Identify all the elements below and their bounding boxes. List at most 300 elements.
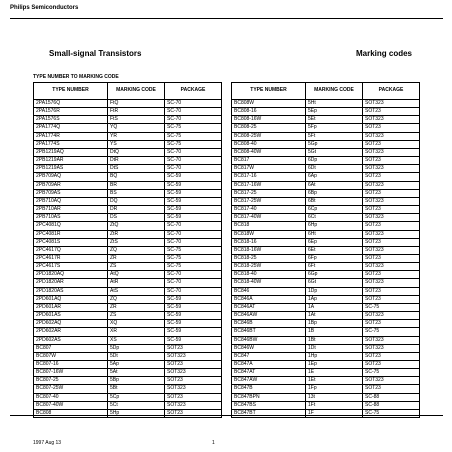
marking-code-cell: 6Dp: [306, 157, 363, 165]
marking-code-cell: ZtQ: [108, 222, 165, 230]
type-number-cell: 2PD1820AS: [34, 287, 108, 295]
marking-code-cell: 1Dt: [306, 344, 363, 352]
marking-code-cell: FtQ: [108, 100, 165, 108]
type-number-cell: 2PA1576R: [34, 108, 108, 116]
package-cell: SC-70: [165, 148, 222, 156]
marking-code-cell: AtS: [108, 287, 165, 295]
marking-code-cell: 6Fp: [306, 254, 363, 262]
table-row: [232, 165, 420, 173]
type-number-cell: BC807: [34, 344, 108, 352]
table-row: [34, 409, 222, 417]
type-number-cell: 2PB710AS: [34, 214, 108, 222]
type-number-cell: 2PA1576S: [34, 116, 108, 124]
table-row: [232, 181, 420, 189]
package-cell: SC-75: [363, 328, 420, 336]
package-cell: SOT323: [363, 279, 420, 287]
type-number-cell: BC847B: [232, 385, 306, 393]
marking-code-cell: DtS: [108, 165, 165, 173]
table-row: [232, 246, 420, 254]
table-row: [34, 377, 222, 385]
type-number-cell: BC847AT: [232, 369, 306, 377]
table-row: [232, 385, 420, 393]
type-number-cell: BC807-16W: [34, 369, 108, 377]
table-row: [34, 401, 222, 409]
marking-code-cell: DtR: [108, 157, 165, 165]
table-row: [34, 165, 222, 173]
type-number-cell: 2PC4617R: [34, 254, 108, 262]
table-row: [34, 222, 222, 230]
package-cell: SOT323: [363, 336, 420, 344]
type-number-cell: BC818-40: [232, 271, 306, 279]
type-number-cell: 2PB709AQ: [34, 173, 108, 181]
package-cell: SOT23: [165, 393, 222, 401]
type-number-cell: BC818-16W: [232, 246, 306, 254]
type-number-cell: BC817-40W: [232, 214, 306, 222]
column-header-marking-code: MARKING CODE: [306, 83, 363, 100]
table-row: [34, 132, 222, 140]
marking-code-cell: 5Cp: [108, 393, 165, 401]
package-cell: SOT23: [363, 385, 420, 393]
type-number-cell: BC846A: [232, 295, 306, 303]
package-cell: SC-59: [165, 173, 222, 181]
marking-code-cell: 5Hp: [108, 409, 165, 417]
table-row: [34, 108, 222, 116]
table-title: TYPE NUMBER TO MARKING CODE: [33, 74, 119, 80]
marking-code-cell: 1A: [306, 303, 363, 311]
table-row: [34, 320, 222, 328]
package-cell: SOT23: [363, 287, 420, 295]
marking-code-cell: 6Ap: [306, 173, 363, 181]
type-number-cell: BC847: [232, 352, 306, 360]
table-row: [232, 206, 420, 214]
marking-code-cell: YQ: [108, 124, 165, 132]
package-cell: SOT23: [165, 409, 222, 417]
marking-code-cell: 1Et: [306, 377, 363, 385]
package-cell: SC-70: [165, 116, 222, 124]
marking-code-cell: 5Ft: [306, 132, 363, 140]
page-number: 1: [212, 440, 215, 446]
type-number-cell: 2PC4081R: [34, 230, 108, 238]
package-cell: SOT23: [165, 361, 222, 369]
package-cell: SOT323: [165, 369, 222, 377]
marking-code-cell: 5Fp: [306, 124, 363, 132]
package-cell: SOT323: [363, 377, 420, 385]
type-number-cell: 2PC4081Q: [34, 222, 108, 230]
column-header-package: PACKAGE: [363, 83, 420, 100]
package-cell: SOT23: [363, 140, 420, 148]
table-row: [34, 328, 222, 336]
type-number-cell: BC807-16: [34, 361, 108, 369]
type-number-cell: BC817-16: [232, 173, 306, 181]
marking-code-cell: 1Ep: [306, 361, 363, 369]
type-number-cell: BC807-40: [34, 393, 108, 401]
type-number-cell: BC847BT: [232, 409, 306, 417]
marking-code-cell: DR: [108, 206, 165, 214]
table-row: [232, 100, 420, 108]
package-cell: SOT323: [165, 352, 222, 360]
package-cell: SC-70: [165, 165, 222, 173]
package-cell: SOT323: [363, 116, 420, 124]
type-number-cell: BC818: [232, 222, 306, 230]
type-number-cell: BC846BT: [232, 328, 306, 336]
package-cell: SC-75: [363, 409, 420, 417]
marking-code-cell: BR: [108, 181, 165, 189]
marking-code-table-left: [33, 82, 222, 418]
table-row: [232, 124, 420, 132]
marking-code-cell: 5Et: [306, 116, 363, 124]
type-number-cell: BC846B: [232, 320, 306, 328]
marking-code-cell: 1Bp: [306, 320, 363, 328]
marking-code-cell: AtR: [108, 279, 165, 287]
package-cell: SOT23: [363, 271, 420, 279]
package-cell: SOT23: [363, 361, 420, 369]
package-cell: SOT23: [363, 352, 420, 360]
marking-code-cell: 6Hp: [306, 222, 363, 230]
marking-code-cell: 6Et: [306, 246, 363, 254]
marking-code-cell: ZS: [108, 312, 165, 320]
package-cell: SOT323: [363, 132, 420, 140]
package-cell: SC-59: [165, 320, 222, 328]
table-row: [34, 271, 222, 279]
package-cell: SOT323: [363, 344, 420, 352]
company-name: Philips Semiconductors: [10, 5, 79, 11]
marking-code-cell: 5Gt: [306, 148, 363, 156]
footer-rule: [10, 415, 443, 416]
type-number-cell: BC846BW: [232, 336, 306, 344]
type-number-cell: 2PB1219AQ: [34, 148, 108, 156]
type-number-cell: BC847AW: [232, 377, 306, 385]
table-row: [34, 173, 222, 181]
table-row: [232, 197, 420, 205]
table-row: [232, 377, 420, 385]
type-number-cell: BC818W: [232, 230, 306, 238]
table-row: [34, 100, 222, 108]
marking-code-cell: FtS: [108, 116, 165, 124]
type-number-cell: 2PD601AR: [34, 303, 108, 311]
marking-code-cell: YS: [108, 140, 165, 148]
type-number-cell: BC807W: [34, 352, 108, 360]
table-row: [232, 320, 420, 328]
table-row: [34, 140, 222, 148]
table-row: [34, 157, 222, 165]
table-row: [34, 230, 222, 238]
package-cell: SOT23: [363, 238, 420, 246]
marking-code-cell: XR: [108, 328, 165, 336]
table-row: [232, 140, 420, 148]
marking-code-cell: ZR: [108, 303, 165, 311]
marking-code-cell: 1Ft: [306, 401, 363, 409]
package-cell: SC-59: [165, 206, 222, 214]
package-cell: SC-59: [165, 312, 222, 320]
marking-code-cell: 5Bp: [108, 377, 165, 385]
column-header-type-number: TYPE NUMBER: [232, 83, 306, 100]
marking-code-cell: 1At: [306, 312, 363, 320]
package-cell: SC-59: [165, 181, 222, 189]
table-row: [34, 336, 222, 344]
table-row: [34, 361, 222, 369]
table-row: [232, 295, 420, 303]
marking-code-cell: 6Bp: [306, 189, 363, 197]
marking-code-cell: 6Dt: [306, 165, 363, 173]
package-cell: SOT23: [363, 189, 420, 197]
marking-code-cell: DtQ: [108, 148, 165, 156]
package-cell: SC-59: [165, 336, 222, 344]
package-cell: SOT23: [165, 377, 222, 385]
table-row: [232, 271, 420, 279]
table-row: [34, 287, 222, 295]
package-cell: SOT323: [363, 197, 420, 205]
type-number-cell: 2PD602AS: [34, 336, 108, 344]
table-row: [232, 254, 420, 262]
type-number-cell: 2PD601AS: [34, 312, 108, 320]
package-cell: SOT323: [363, 181, 420, 189]
package-cell: SOT23: [363, 222, 420, 230]
table-row: [34, 254, 222, 262]
type-number-cell: BC846AT: [232, 303, 306, 311]
marking-code-cell: BQ: [108, 173, 165, 181]
package-cell: SOT323: [165, 385, 222, 393]
table-row: [34, 393, 222, 401]
marking-code-cell: 6Ep: [306, 238, 363, 246]
package-cell: SC-70: [165, 222, 222, 230]
marking-code-cell: 5Ep: [306, 108, 363, 116]
type-number-cell: BC818-16: [232, 238, 306, 246]
marking-code-cell: 6Bt: [306, 197, 363, 205]
table-row: [232, 369, 420, 377]
marking-code-cell: YR: [108, 132, 165, 140]
type-number-cell: BC847BPN: [232, 393, 306, 401]
package-cell: SC-70: [165, 157, 222, 165]
package-cell: SC-75: [165, 263, 222, 271]
type-number-cell: 2PB709AR: [34, 181, 108, 189]
package-cell: SC-75: [165, 254, 222, 262]
table-row: [34, 206, 222, 214]
marking-code-cell: 6Ht: [306, 230, 363, 238]
marking-code-cell: 5Gp: [306, 140, 363, 148]
footer-date: 1997 Aug 13: [33, 440, 62, 446]
header-rule: [10, 18, 443, 19]
package-cell: SOT323: [363, 246, 420, 254]
marking-code-cell: 6Gp: [306, 271, 363, 279]
package-cell: SC-75: [165, 124, 222, 132]
marking-code-cell: 1Dp: [306, 287, 363, 295]
type-number-cell: BC847BS: [232, 401, 306, 409]
table-row: [34, 263, 222, 271]
table-row: [232, 173, 420, 181]
marking-code-cell: 6At: [306, 181, 363, 189]
marking-code-cell: 5At: [108, 369, 165, 377]
package-cell: SOT323: [363, 214, 420, 222]
marking-code-cell: 1B: [306, 328, 363, 336]
table-row: [232, 336, 420, 344]
package-cell: SOT323: [363, 312, 420, 320]
type-number-cell: BC808-16: [232, 108, 306, 116]
type-number-cell: 2PD602AR: [34, 328, 108, 336]
table-row: [34, 148, 222, 156]
table-header-row: [232, 83, 420, 100]
type-number-cell: 2PD602AQ: [34, 320, 108, 328]
package-cell: SC-70: [165, 238, 222, 246]
package-cell: SC-75: [165, 246, 222, 254]
marking-code-cell: ZQ: [108, 246, 165, 254]
type-number-cell: 2PD601AQ: [34, 295, 108, 303]
marking-code-cell: 1Bt: [306, 336, 363, 344]
marking-code-cell: DS: [108, 214, 165, 222]
package-cell: SOT23: [363, 173, 420, 181]
marking-code-cell: BS: [108, 189, 165, 197]
package-cell: SOT323: [363, 100, 420, 108]
type-number-cell: 2PD1820AQ: [34, 271, 108, 279]
type-number-cell: 2PB709AS: [34, 189, 108, 197]
type-number-cell: BC808: [34, 409, 108, 417]
table-row: [232, 132, 420, 140]
type-number-cell: BC818-40W: [232, 279, 306, 287]
table-row: [232, 108, 420, 116]
type-number-cell: BC808-25: [232, 124, 306, 132]
package-cell: SC-75: [363, 369, 420, 377]
package-cell: SOT23: [363, 295, 420, 303]
table-row: [34, 312, 222, 320]
package-cell: SC-70: [165, 287, 222, 295]
marking-code-cell: 5Dp: [108, 344, 165, 352]
marking-code-cell: ZtR: [108, 230, 165, 238]
marking-code-cell: XQ: [108, 320, 165, 328]
table-row: [232, 238, 420, 246]
package-cell: SC-59: [165, 303, 222, 311]
marking-code-cell: 1Ap: [306, 295, 363, 303]
table-row: [232, 230, 420, 238]
marking-code-cell: 5Ht: [306, 100, 363, 108]
type-number-cell: BC817: [232, 157, 306, 165]
table-row: [232, 287, 420, 295]
column-header-type-number: TYPE NUMBER: [34, 83, 108, 100]
type-number-cell: BC817-40: [232, 206, 306, 214]
table-row: [232, 157, 420, 165]
table-row: [34, 189, 222, 197]
type-number-cell: 2PC4617Q: [34, 246, 108, 254]
table-header-row: [34, 83, 222, 100]
marking-code-cell: 1Hp: [306, 352, 363, 360]
table-row: [34, 238, 222, 246]
marking-code-table-right: [231, 82, 420, 418]
type-number-cell: BC807-40W: [34, 401, 108, 409]
type-number-cell: 2PB1219AS: [34, 165, 108, 173]
marking-code-cell: 1E: [306, 369, 363, 377]
table-row: [34, 124, 222, 132]
type-number-cell: 2PC4081S: [34, 238, 108, 246]
table-row: [34, 197, 222, 205]
table-row: [232, 263, 420, 271]
type-number-cell: BC808-25W: [232, 132, 306, 140]
package-cell: SOT23: [363, 320, 420, 328]
package-cell: SC-59: [165, 295, 222, 303]
table-row: [232, 279, 420, 287]
marking-code-cell: AtQ: [108, 271, 165, 279]
table-row: [232, 401, 420, 409]
marking-code-cell: 5Dt: [108, 352, 165, 360]
table-row: [232, 393, 420, 401]
column-header-package: PACKAGE: [165, 83, 222, 100]
table-row: [34, 181, 222, 189]
table-row: [34, 246, 222, 254]
package-cell: SC-70: [165, 108, 222, 116]
package-cell: SC-70: [165, 230, 222, 238]
type-number-cell: BC817W: [232, 165, 306, 173]
marking-code-cell: ZS: [108, 263, 165, 271]
type-number-cell: 2PB710AQ: [34, 197, 108, 205]
marking-code-cell: XS: [108, 336, 165, 344]
marking-code-cell: ZQ: [108, 295, 165, 303]
table-row: [232, 409, 420, 417]
package-cell: SOT23: [165, 344, 222, 352]
package-cell: SOT323: [165, 401, 222, 409]
package-cell: SOT323: [363, 165, 420, 173]
type-number-cell: 2PD1820AR: [34, 279, 108, 287]
package-cell: SOT23: [363, 254, 420, 262]
marking-code-cell: 5Bt: [108, 385, 165, 393]
table-row: [34, 279, 222, 287]
marking-code-cell: DQ: [108, 197, 165, 205]
table-row: [232, 328, 420, 336]
type-number-cell: BC818-25W: [232, 263, 306, 271]
table-row: [232, 344, 420, 352]
marking-code-cell: 13t: [306, 393, 363, 401]
type-number-cell: BC817-25W: [232, 197, 306, 205]
marking-code-cell: 5Ap: [108, 361, 165, 369]
document-title: Small-signal Transistors: [49, 49, 142, 58]
type-number-cell: 2PB1219AR: [34, 157, 108, 165]
package-cell: SOT23: [363, 206, 420, 214]
marking-code-cell: 6Cp: [306, 206, 363, 214]
type-number-cell: 2PA1774R: [34, 132, 108, 140]
package-cell: SOT23: [363, 108, 420, 116]
column-header-marking-code: MARKING CODE: [108, 83, 165, 100]
table-row: [34, 369, 222, 377]
type-number-cell: BC817-16W: [232, 181, 306, 189]
type-number-cell: 2PA1774S: [34, 140, 108, 148]
table-row: [34, 214, 222, 222]
type-number-cell: BC807-25W: [34, 385, 108, 393]
type-number-cell: BC807-25: [34, 377, 108, 385]
table-row: [34, 385, 222, 393]
marking-code-cell: 1F: [306, 409, 363, 417]
type-number-cell: BC847A: [232, 361, 306, 369]
package-cell: SC-88: [363, 401, 420, 409]
package-cell: SC-75: [363, 303, 420, 311]
package-cell: SOT323: [363, 148, 420, 156]
package-cell: SC-70: [165, 100, 222, 108]
package-cell: SC-59: [165, 189, 222, 197]
table-row: [232, 352, 420, 360]
section-heading: Marking codes: [355, 49, 412, 58]
type-number-cell: BC846: [232, 287, 306, 295]
package-cell: SC-59: [165, 197, 222, 205]
table-row: [34, 303, 222, 311]
package-cell: SC-75: [165, 132, 222, 140]
package-cell: SC-70: [165, 279, 222, 287]
table-row: [34, 116, 222, 124]
type-number-cell: BC808-16W: [232, 116, 306, 124]
type-number-cell: BC808-40W: [232, 148, 306, 156]
type-number-cell: 2PA1576Q: [34, 100, 108, 108]
marking-code-cell: 6Ct: [306, 214, 363, 222]
table-row: [232, 189, 420, 197]
type-number-cell: 2PC4617S: [34, 263, 108, 271]
marking-code-cell: 6Ft: [306, 263, 363, 271]
marking-code-cell: ZR: [108, 254, 165, 262]
table-row: [232, 116, 420, 124]
type-number-cell: BC808-40: [232, 140, 306, 148]
